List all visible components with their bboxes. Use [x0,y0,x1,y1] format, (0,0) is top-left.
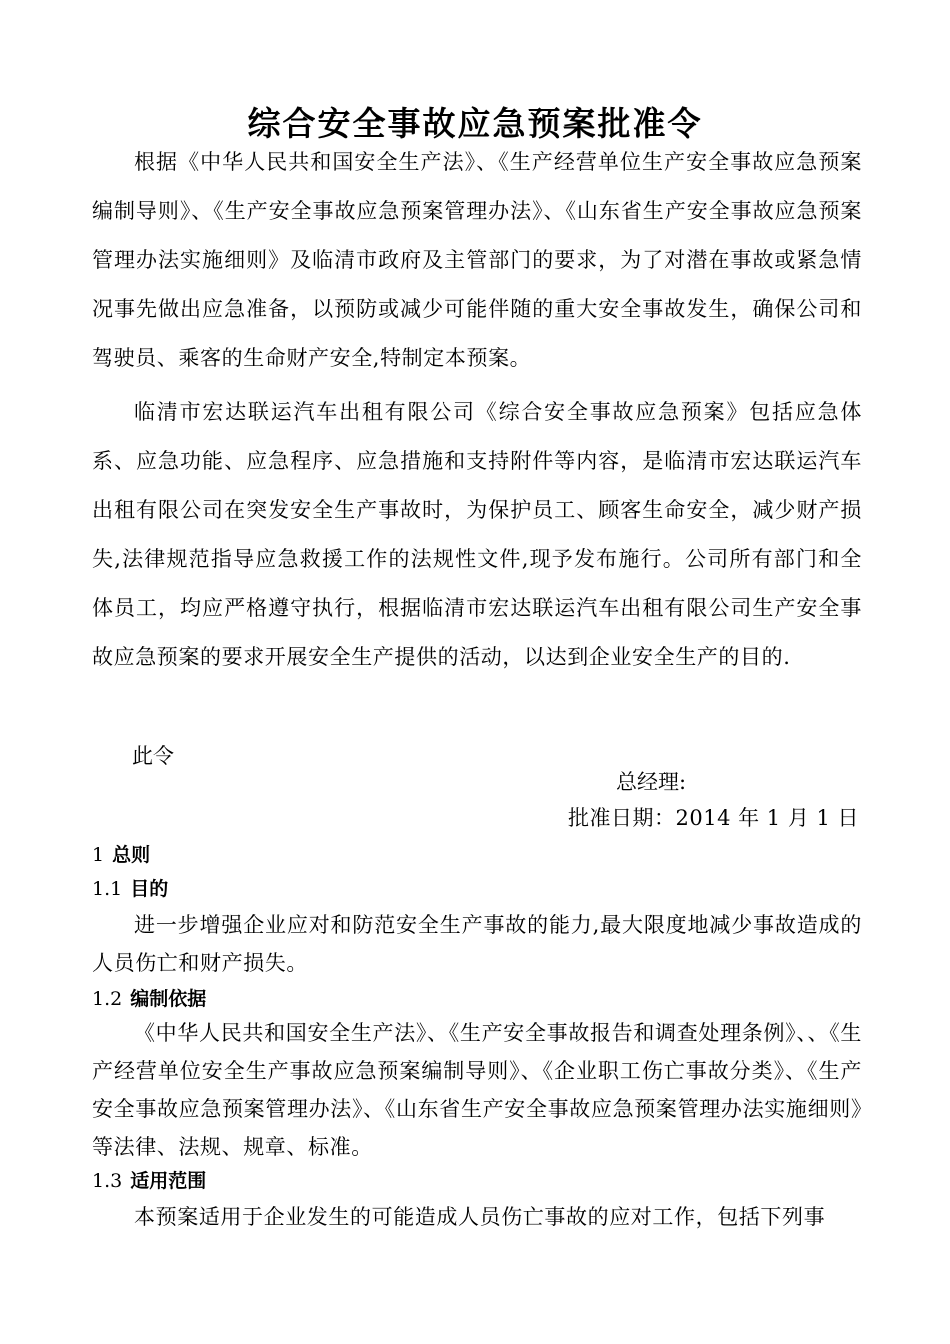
section-number: 1.3 [92,1170,123,1192]
section-number: 1.2 [92,988,123,1010]
order-text: 此令 [132,744,174,768]
section-number: 1.1 [92,878,123,900]
section-heading-1-2 [92,982,206,1016]
scope-paragraph: 临清市宏达联运汽车出租有限公司《综合安全事故应急预案》包括应急体系、应急功能、应急程序、应急措施和支持附件等内容，是临清市宏达联运汽车出租有限公司在突发安全生产事故时，为保护员工、顾客生命安全，减少财产损失,法律规范指导应急救援工作的法规性文件,现予发布施行。公司所有部门和全体员工，均应严格遵守执行，根据临清市宏达联运汽车出租有限公司生产安全事故应急预案的要求开展安全生产提供的活动，以达到企业安全生产的目的. [92,400,862,669]
approval-date: 批准日期：2014 年 1 月 1 日 [568,806,860,830]
section-heading-1 [92,838,150,872]
section-heading-1-3 [92,1164,206,1198]
section-1-3-text: 本预案适用于企业发生的可能造成人员伤亡事故的应对工作，包括下列事 [134,1205,826,1229]
document-title: 综合安全事故应急预案批准令 [247,104,703,143]
section-title: 目的 [130,878,169,900]
section-title: 适用范围 [130,1170,207,1192]
intro-paragraph: 根据《中华人民共和国安全生产法》、《生产经营单位生产安全事故应急预案编制导则》、《生产安全事故应急预案管理办法》、《山东省生产安全事故应急预案管理办法实施细则》及临清市政府及主管部门的要求，为了对潜在事故或紧急情况事先做出应急准备，以预防或减少可能伴随的重大安全事故发生，确保公司和驾驶员、乘客的生命财产安全,特制定本预案。 [92,150,862,370]
section-number: 1 [92,844,105,866]
section-title: 编制依据 [130,988,207,1010]
section-1-1-text: 进一步增强企业应对和防范安全生产事故的能力,最大限度地减少事故造成的人员伤亡和财产损失。 [92,913,862,975]
section-title: 总则 [112,844,151,866]
section-heading-1-1 [92,872,168,906]
section-1-2-text: 《中华人民共和国安全生产法》、《生产安全事故报告和调查处理条例》、、《生产经营单位安全生产事故应急预案编制导则》、《企业职工伤亡事故分类》、《生产安全事故应急预案管理办法》、《山东省生产安全事故应急预案管理办法实施细则》等法律、法规、规章、标准。 [92,1021,862,1159]
manager-signature-label: 总经理: [616,770,687,794]
